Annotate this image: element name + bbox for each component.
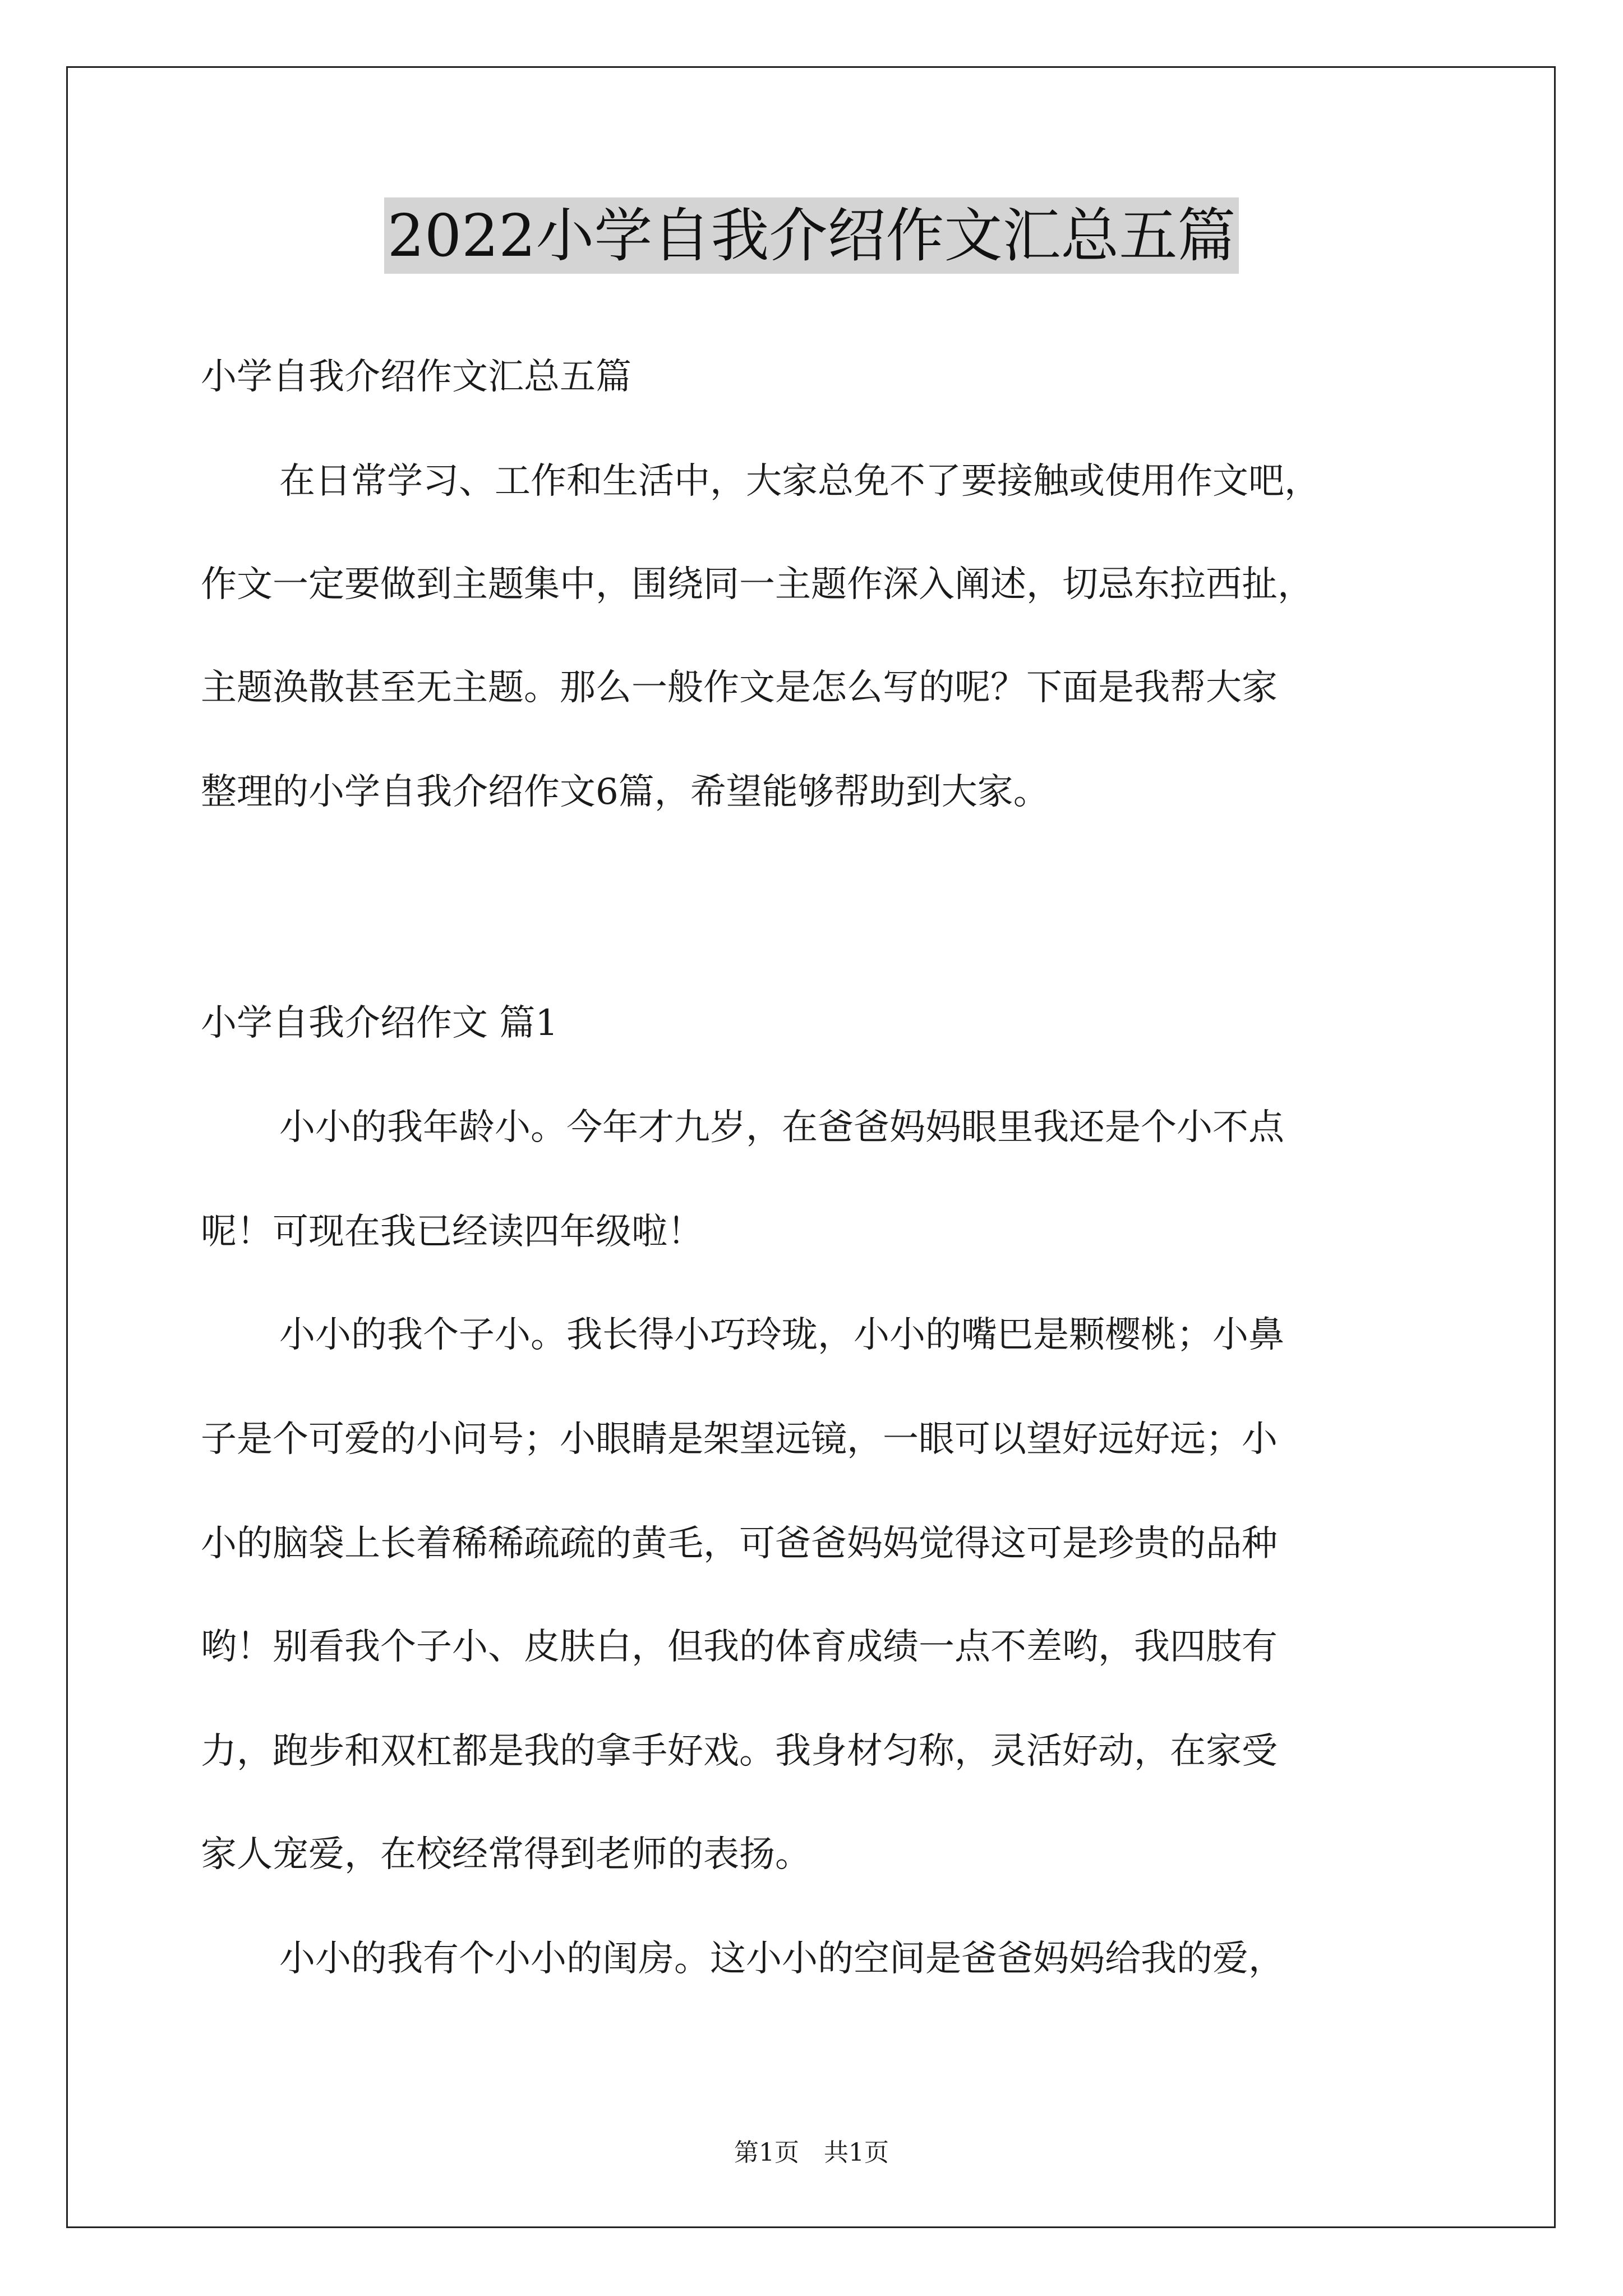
paragraph-line: 子是个可爱的小问号；小眼睛是架望远镜，一眼可以望好远好远；小 xyxy=(201,1419,1278,1460)
paragraph-line: 整理的小学自我介绍作文6篇，希望能够帮助到大家。 xyxy=(201,771,1049,813)
section-heading: 小学自我介绍作文 篇1 xyxy=(201,1002,559,1044)
paragraph-line: 力，跑步和双杠都是我的拿手好戏。我身材匀称，灵活好动，在家受 xyxy=(201,1731,1278,1772)
paragraph-line: 小小的我个子小。我长得小巧玲珑，小小的嘴巴是颗樱桃；小鼻 xyxy=(279,1314,1284,1356)
subtitle-line: 小学自我介绍作文汇总五篇 xyxy=(201,356,631,398)
paragraph-line: 主题涣散甚至无主题。那么一般作文是怎么写的呢？下面是我帮大家 xyxy=(201,667,1278,708)
paragraph-line: 家人宠爱，在校经常得到老师的表扬。 xyxy=(201,1834,811,1875)
paragraph-line: 小的脑袋上长着稀稀疏疏的黄毛，可爸爸妈妈觉得这可是珍贵的品种 xyxy=(201,1523,1278,1565)
paragraph-line: 在日常学习、工作和生活中，大家总免不了要接触或使用作文吧， xyxy=(279,461,1320,502)
paragraph-line: 作文一定要做到主题集中，围绕同一主题作深入阐述，切忌东拉西扯， xyxy=(201,564,1313,605)
paragraph-line: 呢！可现在我已经读四年级啦！ xyxy=(201,1211,703,1253)
paragraph-line: 哟！别看我个子小、皮肤白，但我的体育成绩一点不差哟，我四肢有 xyxy=(201,1626,1278,1668)
document-title: 2022小学自我介绍作文汇总五篇 xyxy=(384,197,1239,274)
paragraph-line: 小小的我年龄小。今年才九岁，在爸爸妈妈眼里我还是个小不点 xyxy=(279,1107,1284,1148)
document-title-container xyxy=(0,197,1623,274)
page-footer: 第1页 共1页 xyxy=(734,2138,889,2167)
paragraph-line: 小小的我有个小小的闺房。这小小的空间是爸爸妈妈给我的爱， xyxy=(279,1938,1284,1980)
